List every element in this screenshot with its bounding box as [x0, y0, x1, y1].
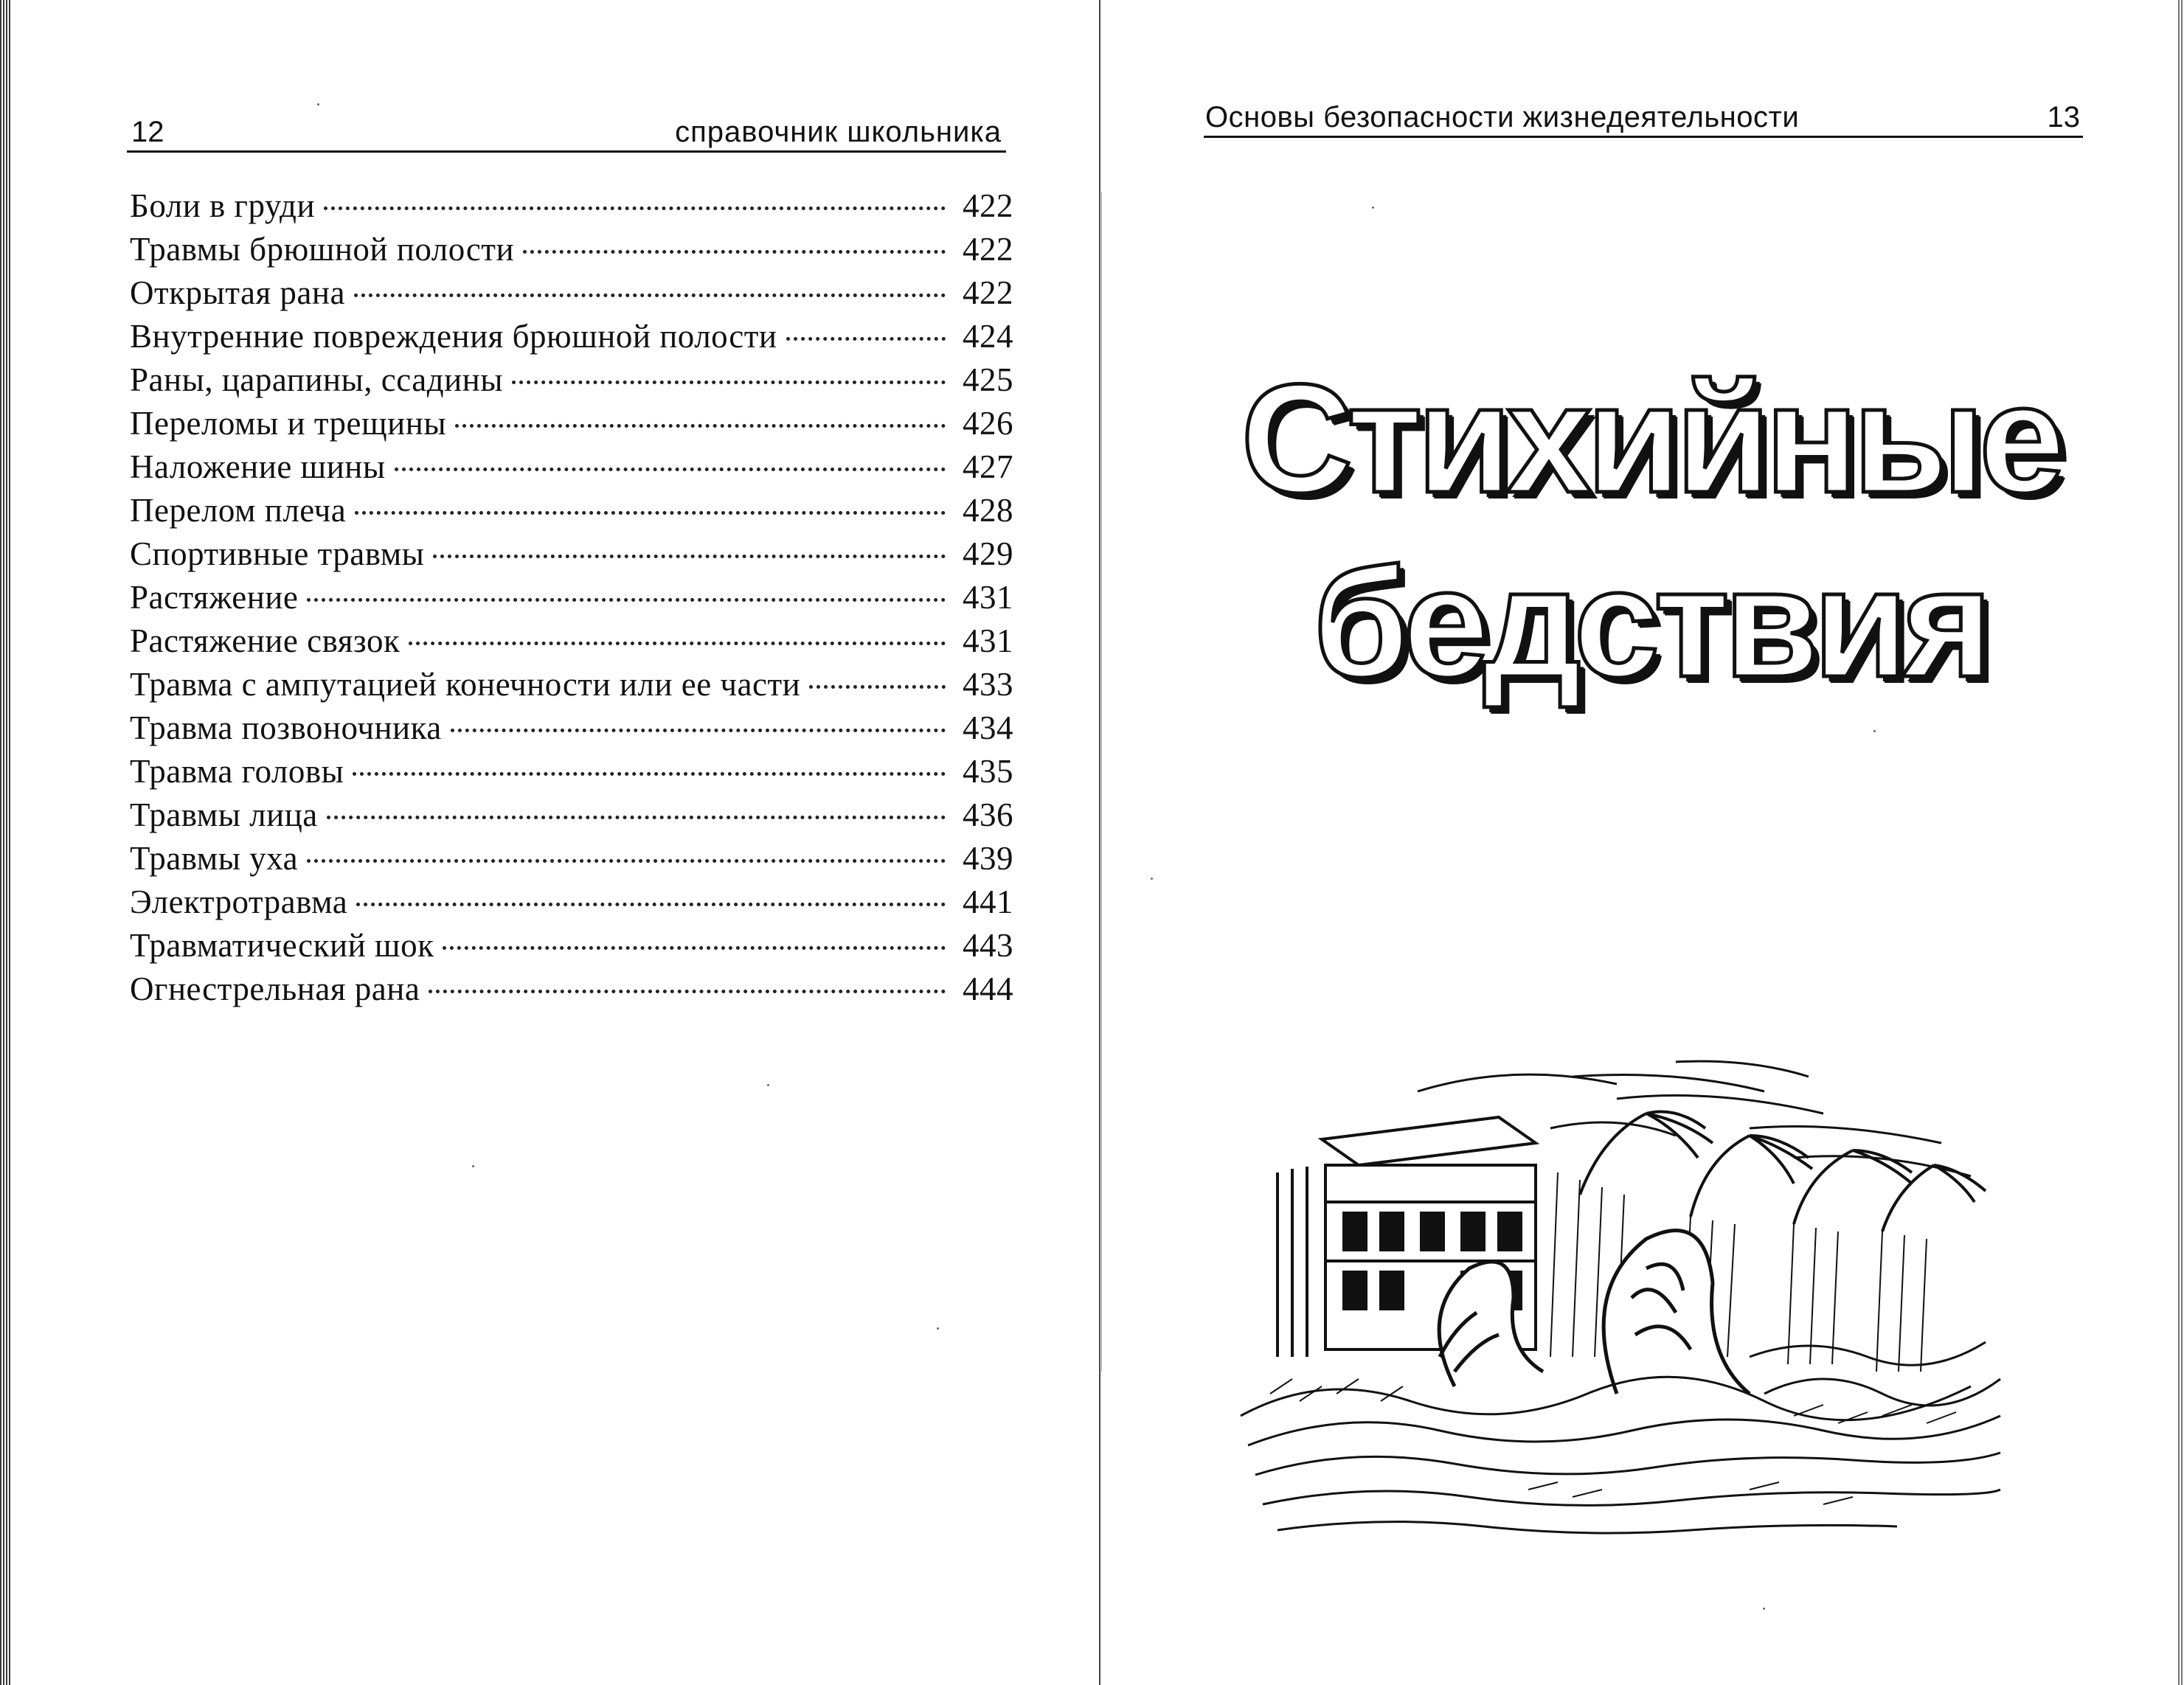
toc-leader-dots [512, 381, 946, 384]
toc-leader-dots [354, 293, 946, 297]
scan-speck [767, 1084, 769, 1086]
toc-entry [130, 750, 1013, 793]
toc-entry-title: Травмы брюшной полости [130, 231, 515, 268]
toc-entry [130, 576, 1013, 619]
toc-entry [130, 184, 1013, 228]
toc-entry-title: Раны, царапины, ссадины [130, 361, 503, 398]
toc-entry-title: Переломы и трещины [130, 405, 447, 442]
toc-entry-page: 429 [963, 535, 1013, 572]
toc-entry-title: Травма позвоночника [130, 709, 442, 746]
toc-leader-dots [809, 685, 946, 689]
toc-leader-dots [356, 903, 946, 906]
toc-entry [130, 706, 1013, 750]
left-page-number: 12 [131, 116, 164, 148]
toc-entry-page: 426 [963, 405, 1013, 442]
toc-entry-page: 428 [963, 492, 1013, 529]
toc-entry [130, 837, 1013, 880]
toc-entry [130, 402, 1013, 445]
toc-entry-title: Растяжение [130, 579, 299, 616]
toc-leader-dots [786, 337, 946, 341]
chapter-title [1159, 347, 2140, 715]
toc-entry-title: Электротравма [130, 883, 348, 920]
scan-speck [317, 103, 319, 105]
toc-entry [130, 663, 1013, 706]
toc-leader-dots [353, 772, 946, 776]
toc-entry-title: Травма головы [130, 753, 344, 790]
scan-speck [1873, 730, 1876, 732]
toc-entry-title: Травма с ампутацией конечности или ее части [130, 666, 801, 703]
chapter-title-line-1: Стихийные [1241, 352, 2059, 525]
toc-leader-dots [433, 555, 946, 558]
toc-entry-title: Открытая рана [130, 274, 345, 311]
toc-entry-title: Травмы лица [130, 796, 318, 833]
toc-entry [130, 358, 1013, 402]
toc-entry-page: 433 [963, 666, 1013, 703]
toc-leader-dots [409, 642, 946, 645]
toc-entry-page: 444 [963, 970, 1013, 1007]
toc-leader-dots [327, 816, 946, 819]
scan-speck [1151, 878, 1153, 880]
toc-entry [130, 924, 1013, 967]
toc-leader-dots [324, 206, 946, 210]
toc-entry-page: 422 [963, 274, 1013, 311]
toc-leader-dots [523, 250, 946, 254]
toc-entry-title: Наложение шины [130, 448, 386, 485]
toc-entry [130, 532, 1013, 576]
toc-entry [130, 315, 1013, 358]
toc-entry-title: Травматический шок [130, 927, 434, 964]
scan-speck [937, 1327, 939, 1330]
toc-entry [130, 228, 1013, 271]
toc-entry [130, 967, 1013, 1011]
toc-entry-page: 439 [963, 840, 1013, 877]
chapter-title-line-2: бедствия [1313, 536, 1987, 709]
toc-leader-dots [429, 990, 946, 993]
toc-entry-title: Боли в груди [130, 187, 316, 224]
toc-leader-dots [395, 468, 946, 471]
toc-leader-dots [455, 424, 946, 428]
toc-leader-dots [443, 946, 946, 950]
left-running-title: справочник школьника [675, 116, 1002, 148]
right-page-number: 13 [2047, 101, 2080, 133]
toc-entry-page: 431 [963, 622, 1013, 659]
toc-entry-page: 435 [963, 753, 1013, 790]
right-page-header [1204, 91, 2083, 138]
scan-speck [1372, 206, 1374, 209]
toc-entry-page: 443 [963, 927, 1013, 964]
toc-entry-title: Растяжение связок [130, 622, 401, 659]
toc-entry-page: 434 [963, 709, 1013, 746]
scan-speck [472, 1165, 474, 1167]
toc-entry-title: Травмы уха [130, 840, 299, 877]
toc-leader-dots [451, 729, 946, 732]
toc-entry-title: Спортивные травмы [130, 535, 425, 572]
table-of-contents [130, 184, 1013, 1011]
toc-leader-dots [307, 598, 946, 602]
toc-leader-dots [307, 859, 946, 863]
toc-entry [130, 445, 1013, 489]
toc-entry-page: 424 [963, 318, 1013, 355]
toc-entry [130, 880, 1013, 924]
toc-entry-page: 427 [963, 448, 1013, 485]
toc-entry [130, 489, 1013, 532]
toc-entry-title: Внутренние повреждения брюшной полости [130, 318, 777, 355]
toc-entry-page: 422 [963, 231, 1013, 268]
toc-entry-page: 431 [963, 579, 1013, 616]
toc-entry-page: 441 [963, 883, 1013, 920]
hurricane-flood-illustration [1233, 1047, 2008, 1549]
toc-entry [130, 271, 1013, 315]
toc-leader-dots [355, 511, 946, 515]
toc-entry-title: Огнестрельная рана [130, 970, 420, 1007]
toc-entry [130, 619, 1013, 663]
toc-entry-page: 436 [963, 796, 1013, 833]
right-running-title: Основы безопасности жизнедеятельности [1205, 101, 1800, 133]
left-page-header [127, 103, 1006, 153]
toc-entry-page: 422 [963, 187, 1013, 224]
toc-entry-page: 425 [963, 361, 1013, 398]
right-page [1100, 0, 2184, 1685]
toc-entry [130, 793, 1013, 837]
scan-speck [1763, 1608, 1765, 1610]
toc-entry-title: Перелом плеча [130, 492, 347, 529]
